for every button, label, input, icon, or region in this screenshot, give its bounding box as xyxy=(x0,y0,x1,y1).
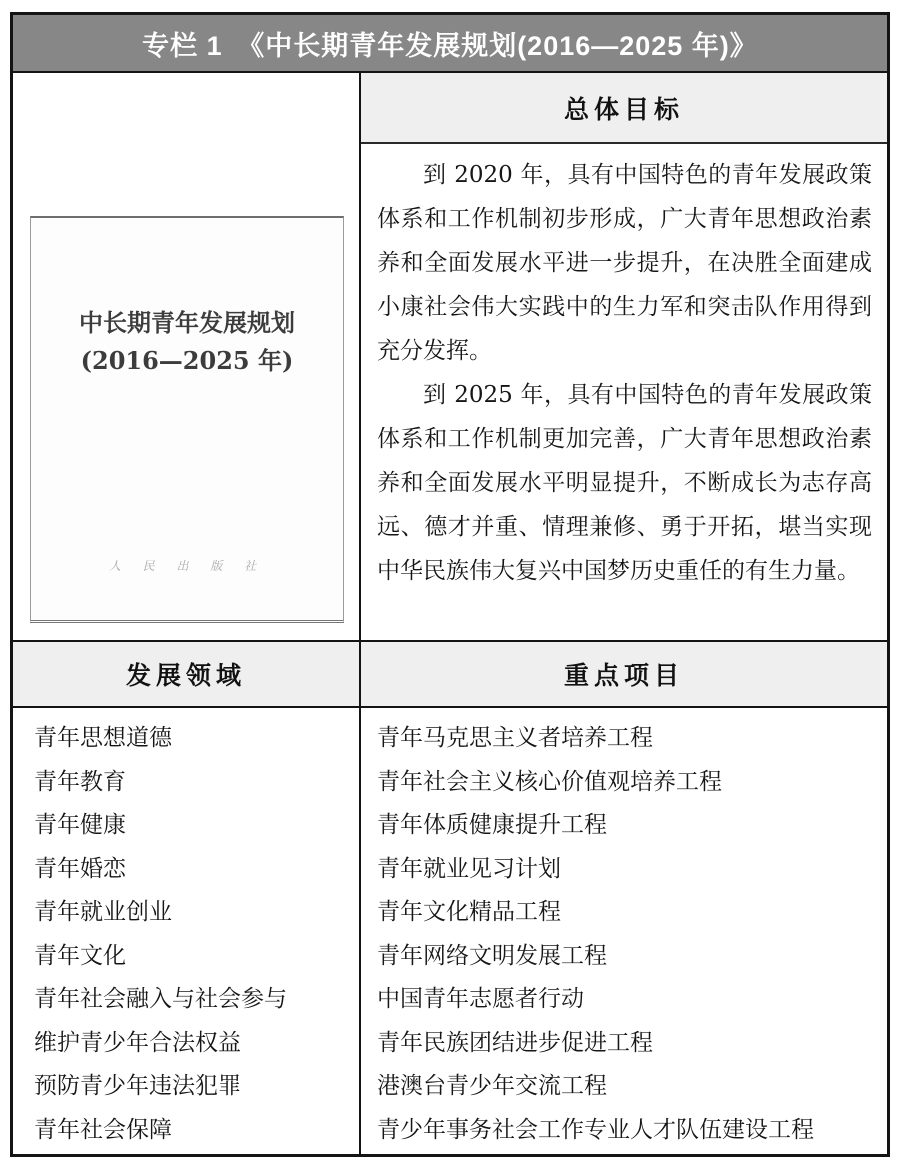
area-item: 维护青少年合法权益 xyxy=(34,1029,241,1056)
area-item: 青年社会融入与社会参与 xyxy=(34,986,287,1012)
projects-header-cell xyxy=(361,642,887,706)
area-item: 青年思想道德 xyxy=(34,725,172,751)
goal-header-label: 总体目标 xyxy=(563,95,684,124)
area-item: 青年婚恋 xyxy=(34,855,126,882)
column-header-row xyxy=(13,640,887,708)
project-item: 青年文化精品工程 xyxy=(377,899,561,925)
goal-cell xyxy=(361,73,887,640)
book-cell xyxy=(13,73,361,640)
goal-paragraph-2025: 到 2025 年，具有中国特色的青年发展政策体系和工作机制更加完善，广大青年思想政治素养和全面发展水平明显提升，不断成长为志存高远、德才并重、情理兼修、勇于开拓，堪当实现中华民族伟大复兴中国梦历史重任的有生力量。 xyxy=(377,382,872,584)
book-title-line2: (2016—2025 年) xyxy=(80,346,294,375)
project-item: 青少年事务社会工作专业人才队伍建设工程 xyxy=(377,1116,814,1143)
project-item: 港澳台青少年交流工程 xyxy=(377,1073,607,1099)
project-item: 青年民族团结进步促进工程 xyxy=(377,1029,653,1056)
book-title xyxy=(31,304,343,380)
goal-body xyxy=(361,144,887,640)
area-item: 预防青少年违法犯罪 xyxy=(34,1073,241,1099)
panel-frame xyxy=(10,12,890,1157)
area-item: 青年就业创业 xyxy=(34,899,172,925)
panel-title-bar xyxy=(13,15,887,73)
areas-header-cell xyxy=(13,642,361,706)
areas-list xyxy=(13,708,361,1154)
area-item: 青年社会保障 xyxy=(34,1116,172,1143)
projects-header-label: 重点项目 xyxy=(563,662,684,690)
list-row xyxy=(13,708,887,1154)
area-item: 青年文化 xyxy=(34,942,126,969)
project-item: 青年就业见习计划 xyxy=(377,855,561,882)
project-item: 青年体质健康提升工程 xyxy=(377,812,607,838)
book-cover-image xyxy=(30,216,344,623)
goal-paragraph-2020: 到 2020 年，具有中国特色的青年发展政策体系和工作机制初步形成，广大青年思想政治素养和全面发展水平进一步提升，在决胜全面建成小康社会伟大实践中的生力军和突击队作用得到充分发挥。 xyxy=(377,162,872,364)
projects-list xyxy=(361,708,887,1154)
goal-header-cell xyxy=(361,73,887,144)
area-item: 青年教育 xyxy=(34,768,126,795)
top-row xyxy=(13,73,887,640)
project-item: 青年社会主义核心价值观培养工程 xyxy=(377,768,722,795)
project-item: 青年马克思主义者培养工程 xyxy=(377,725,653,751)
project-item: 中国青年志愿者行动 xyxy=(377,986,584,1012)
areas-header-label: 发展领域 xyxy=(125,662,246,690)
project-item: 青年网络文明发展工程 xyxy=(377,942,607,969)
book-publisher: 人 民 出 版 社 xyxy=(108,559,266,573)
area-item: 青年健康 xyxy=(34,812,126,838)
book-title-line1: 中长期青年发展规划 xyxy=(79,308,295,337)
panel-title: 专栏 1 《中长期青年发展规划(2016—2025 年)》 xyxy=(142,30,758,61)
